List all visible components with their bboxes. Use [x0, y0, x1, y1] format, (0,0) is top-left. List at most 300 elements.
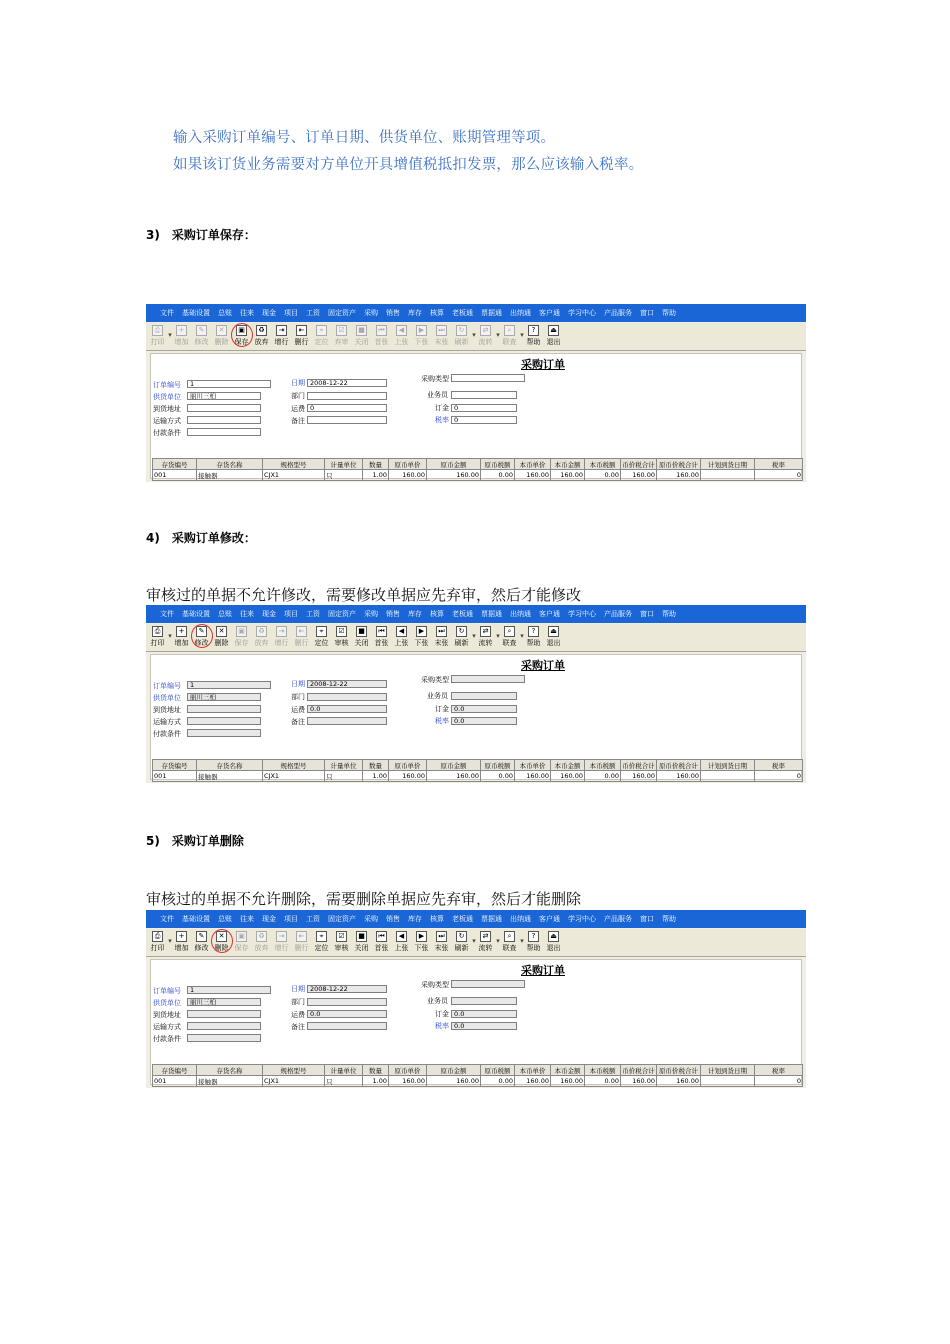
menu-item[interactable]: 老板通 — [452, 915, 473, 923]
dropdown-arrow-icon[interactable]: ▾ — [168, 937, 172, 945]
menu-item[interactable]: 现金 — [262, 610, 276, 618]
toolbar-button[interactable] — [352, 323, 371, 349]
order-no-label: 订单编号 — [153, 682, 181, 690]
table-cell[interactable]: 1.00 — [363, 1076, 389, 1087]
menu-item[interactable]: 固定资产 — [328, 915, 356, 923]
dropdown-arrow-icon[interactable]: ▾ — [472, 632, 476, 640]
menu-item[interactable]: 现金 — [262, 309, 276, 317]
column-header[interactable]: 规格型号 — [263, 1065, 325, 1076]
last-icon: ⏭ — [436, 931, 447, 942]
section-heading-modify: 4) 采购订单修改： — [146, 531, 256, 545]
table-cell[interactable]: 001 — [153, 1076, 197, 1087]
table-cell[interactable]: 0.00 — [481, 771, 515, 782]
toolbar-button[interactable] — [192, 323, 211, 349]
menu-item[interactable]: 出纳通 — [510, 915, 531, 923]
table-cell[interactable]: 160.00 — [621, 470, 657, 481]
clerk-field[interactable] — [451, 391, 517, 399]
toolbar-button[interactable] — [332, 323, 351, 349]
toolbar-button[interactable] — [148, 929, 167, 955]
purchase-type-label: 采购类型 — [421, 375, 449, 383]
dept-field[interactable] — [307, 693, 387, 701]
toolbar-button[interactable] — [252, 323, 271, 349]
column-header[interactable]: 计量单位 — [325, 459, 363, 470]
toolbar-button[interactable] — [252, 929, 271, 955]
toolbar-button[interactable] — [372, 323, 391, 349]
toolbar-button[interactable] — [392, 624, 411, 650]
toolbar-button[interactable] — [148, 323, 167, 349]
toolbar-button[interactable] — [524, 929, 543, 955]
toolbar-button-label: 放弃 — [254, 338, 269, 346]
freight-field[interactable]: 0.0 — [307, 705, 387, 713]
menu-item[interactable]: 采购 — [364, 309, 378, 317]
menu-item[interactable]: 出纳通 — [510, 309, 531, 317]
menu-item[interactable]: 票据通 — [481, 309, 502, 317]
add-icon: + — [176, 626, 187, 637]
column-header[interactable]: 原币税额 — [481, 459, 515, 470]
table-cell[interactable]: 160.00 — [389, 470, 427, 481]
supplier-field[interactable]: 丽川三柏 — [187, 693, 261, 701]
table-cell[interactable]: 1.00 — [363, 771, 389, 782]
menu-item[interactable]: 采购 — [364, 610, 378, 618]
dept-field[interactable] — [307, 392, 387, 400]
payment-field[interactable] — [187, 729, 261, 737]
menu-item[interactable]: 学习中心 — [568, 309, 596, 317]
menu-item[interactable]: 往来 — [240, 915, 254, 923]
column-header[interactable]: 存货编号 — [153, 459, 197, 470]
add-row-icon: ⇥ — [276, 931, 287, 942]
abandon-icon: ♻ — [256, 931, 267, 942]
menu-item[interactable]: 采购 — [364, 915, 378, 923]
toolbar-button[interactable] — [452, 624, 471, 650]
table-cell[interactable] — [701, 771, 755, 782]
toolbar-button[interactable] — [212, 624, 231, 650]
toolbar-button[interactable] — [232, 323, 251, 349]
toolbar-button[interactable] — [432, 624, 451, 650]
toolbar-button[interactable] — [232, 929, 251, 955]
table-cell[interactable]: 接触器 — [197, 1076, 263, 1087]
toolbar-button[interactable] — [292, 323, 311, 349]
toolbar-button[interactable] — [292, 624, 311, 650]
toolbar-button[interactable] — [500, 624, 519, 650]
menu-item[interactable]: 基础设置 — [182, 610, 210, 618]
freight-label: 运费 — [291, 1011, 305, 1019]
supplier-field[interactable]: 丽川三柏 — [187, 998, 261, 1006]
toolbar-button-label: 退出 — [546, 639, 561, 647]
column-header[interactable]: 原币价税合计 — [657, 760, 701, 771]
toolbar-button[interactable] — [172, 323, 191, 349]
column-header[interactable]: 原币税额 — [481, 760, 515, 771]
table-row[interactable] — [153, 1076, 803, 1087]
exit-icon: ⏏ — [548, 931, 559, 942]
dropdown-arrow-icon[interactable]: ▾ — [496, 937, 500, 945]
tax-rate-field[interactable]: 0.0 — [451, 717, 517, 725]
toolbar-button[interactable] — [212, 929, 231, 955]
menu-item[interactable]: 产品服务 — [604, 915, 632, 923]
dropdown-arrow-icon[interactable]: ▾ — [520, 331, 524, 339]
table-cell[interactable]: CJX1 — [263, 771, 325, 782]
menu-item[interactable]: 帮助 — [662, 309, 676, 317]
toolbar-button[interactable] — [544, 624, 563, 650]
menu-item[interactable]: 销售 — [386, 915, 400, 923]
toolbar-button[interactable] — [432, 323, 451, 349]
table-cell[interactable]: 160.00 — [657, 771, 701, 782]
toolbar-button[interactable] — [172, 624, 191, 650]
menu-item[interactable]: 总账 — [218, 309, 232, 317]
toolbar-button[interactable] — [192, 624, 211, 650]
column-header[interactable]: 计划到货日期 — [701, 760, 755, 771]
column-header[interactable]: 本币税额 — [585, 459, 621, 470]
exit-icon: ⏏ — [548, 626, 559, 637]
toolbar-button[interactable] — [392, 929, 411, 955]
dropdown-arrow-icon[interactable]: ▾ — [496, 331, 500, 339]
printer-icon: ⎙ — [152, 626, 163, 637]
date-field[interactable]: 2008-12-22 — [307, 985, 387, 993]
dropdown-arrow-icon[interactable]: ▾ — [168, 331, 172, 339]
table-cell[interactable]: 只 — [325, 771, 363, 782]
table-cell[interactable]: 接触器 — [197, 470, 263, 481]
table-cell[interactable]: 160.00 — [657, 470, 701, 481]
table-cell[interactable]: 160.00 — [515, 1076, 551, 1087]
menu-item[interactable]: 项目 — [284, 610, 298, 618]
toolbar-button[interactable] — [332, 624, 351, 650]
toolbar-button-label: 联查 — [502, 338, 517, 346]
toolbar-button[interactable] — [232, 624, 251, 650]
column-header[interactable]: 存货名称 — [197, 1065, 263, 1076]
column-header[interactable]: 原币单价 — [389, 459, 427, 470]
toolbar-button[interactable] — [192, 929, 211, 955]
menu-item[interactable]: 往来 — [240, 610, 254, 618]
column-header[interactable]: 计量单位 — [325, 760, 363, 771]
toolbar-button[interactable] — [392, 323, 411, 349]
menu-item[interactable]: 客户通 — [539, 309, 560, 317]
column-header[interactable]: 原币金额 — [427, 1065, 481, 1076]
menu-item[interactable]: 库存 — [408, 610, 422, 618]
column-header[interactable]: 存货名称 — [197, 459, 263, 470]
column-header[interactable]: 原币单价 — [389, 1065, 427, 1076]
table-cell[interactable] — [701, 1076, 755, 1087]
table-cell[interactable]: 160.00 — [657, 1076, 701, 1087]
menu-item[interactable]: 工资 — [306, 610, 320, 618]
menu-item[interactable]: 固定资产 — [328, 610, 356, 618]
column-header[interactable]: 原币税额 — [481, 1065, 515, 1076]
toolbar-button[interactable] — [272, 624, 291, 650]
toolbar-button[interactable] — [372, 929, 391, 955]
freight-label: 运费 — [291, 706, 305, 714]
add-icon: + — [176, 931, 187, 942]
refresh-icon: ↻ — [456, 931, 467, 942]
table-cell[interactable]: 001 — [153, 771, 197, 782]
date-label: 日期 — [291, 985, 305, 993]
table-cell[interactable]: 160.00 — [427, 1076, 481, 1087]
table-cell[interactable]: 160.00 — [515, 771, 551, 782]
menu-item[interactable]: 票据通 — [481, 915, 502, 923]
table-cell[interactable]: 160.00 — [427, 771, 481, 782]
dropdown-arrow-icon[interactable]: ▾ — [520, 632, 524, 640]
menu-item[interactable]: 工资 — [306, 309, 320, 317]
toolbar-button[interactable] — [432, 929, 451, 955]
audit-icon: ☑ — [336, 626, 347, 637]
table-cell[interactable]: 0.00 — [585, 1076, 621, 1087]
table-cell[interactable]: 0.00 — [585, 771, 621, 782]
menu-item[interactable]: 基础设置 — [182, 309, 210, 317]
column-header[interactable]: 存货编号 — [153, 1065, 197, 1076]
column-header[interactable]: 币价税合计 — [622, 1066, 655, 1075]
column-header[interactable]: 币价税合计 — [622, 761, 655, 770]
table-cell[interactable]: 0.00 — [481, 1076, 515, 1087]
column-header[interactable]: 本币单价 — [515, 760, 551, 771]
toolbar-button[interactable] — [148, 624, 167, 650]
tax-rate-field[interactable]: 0.0 — [451, 1022, 517, 1030]
table-cell[interactable]: 160.00 — [389, 1076, 427, 1087]
column-header[interactable]: 原币单价 — [389, 760, 427, 771]
tax-rate-field[interactable]: 0 — [451, 416, 517, 424]
toolbar-button[interactable] — [452, 323, 471, 349]
column-header[interactable]: 原币金额 — [427, 459, 481, 470]
toolbar-button[interactable] — [312, 323, 331, 349]
payment-field[interactable] — [187, 1034, 261, 1042]
clerk-field[interactable] — [451, 997, 517, 1005]
menu-item[interactable]: 核算 — [430, 915, 444, 923]
toolbar — [146, 323, 806, 351]
menu-item[interactable]: 基础设置 — [182, 915, 210, 923]
menu-item[interactable]: 老板通 — [452, 309, 473, 317]
table-cell[interactable] — [701, 470, 755, 481]
dropdown-arrow-icon[interactable]: ▾ — [496, 632, 500, 640]
remark-field[interactable] — [307, 1022, 387, 1030]
table-cell[interactable]: 0 — [755, 771, 803, 782]
column-header[interactable]: 本币单价 — [515, 1065, 551, 1076]
table-cell[interactable]: 160.00 — [515, 470, 551, 481]
transport-field[interactable] — [187, 1022, 261, 1030]
dropdown-arrow-icon[interactable]: ▾ — [168, 632, 172, 640]
prev-icon: ◀ — [396, 931, 407, 942]
menu-item[interactable]: 文件 — [160, 610, 174, 618]
menu-item[interactable]: 文件 — [160, 915, 174, 923]
date-field[interactable]: 2008-12-22 — [307, 680, 387, 688]
locate-icon: ⌖ — [316, 626, 327, 637]
table-cell[interactable]: 160.00 — [427, 470, 481, 481]
menu-item[interactable]: 项目 — [284, 309, 298, 317]
toolbar-button[interactable] — [312, 929, 331, 955]
menu-item[interactable]: 帮助 — [662, 610, 676, 618]
column-header[interactable]: 规格型号 — [263, 459, 325, 470]
menu-item[interactable]: 总账 — [218, 915, 232, 923]
column-header[interactable]: 数量 — [363, 1065, 389, 1076]
table-row[interactable] — [153, 470, 803, 481]
menu-item[interactable]: 窗口 — [640, 915, 654, 923]
purchase-type-field[interactable] — [451, 980, 525, 988]
address-field[interactable] — [187, 404, 261, 412]
order-no-field[interactable]: 1 — [187, 681, 271, 689]
toolbar-button[interactable] — [272, 323, 291, 349]
menu-item[interactable]: 现金 — [262, 915, 276, 923]
toolbar-button[interactable] — [412, 624, 431, 650]
column-header[interactable]: 币价税合计 — [622, 460, 655, 469]
column-header[interactable]: 原币价税合计 — [657, 459, 701, 470]
address-label: 到货地址 — [153, 706, 181, 714]
column-header[interactable]: 原币价税合计 — [657, 1065, 701, 1076]
deposit-field[interactable]: 0.0 — [451, 1010, 517, 1018]
table-cell[interactable]: CJX1 — [263, 470, 325, 481]
toolbar-button[interactable] — [476, 929, 495, 955]
table-cell[interactable]: CJX1 — [263, 1076, 325, 1087]
date-field[interactable]: 2008-12-22 — [307, 379, 387, 387]
remark-field[interactable] — [307, 416, 387, 424]
column-header[interactable]: 本币金额 — [551, 459, 585, 470]
column-header[interactable]: 计量单位 — [325, 1065, 363, 1076]
menu-item[interactable]: 产品服务 — [604, 610, 632, 618]
toolbar-button[interactable] — [544, 929, 563, 955]
column-header[interactable]: 存货编号 — [153, 760, 197, 771]
toolbar-button-label: 增行 — [274, 639, 289, 647]
table-cell[interactable]: 0.00 — [585, 470, 621, 481]
menu-item[interactable]: 产品服务 — [604, 309, 632, 317]
column-header[interactable]: 原币金额 — [427, 760, 481, 771]
table-cell[interactable]: 160.00 — [551, 771, 585, 782]
menu-item[interactable]: 销售 — [386, 610, 400, 618]
column-header[interactable]: 税率 — [755, 760, 803, 771]
menu-item[interactable]: 客户通 — [539, 915, 560, 923]
table-row[interactable] — [153, 771, 803, 782]
menu-item[interactable]: 固定资产 — [328, 309, 356, 317]
transport-field[interactable] — [187, 717, 261, 725]
next-icon: ▶ — [416, 931, 427, 942]
toolbar-button[interactable] — [452, 929, 471, 955]
menu-item[interactable]: 学习中心 — [568, 915, 596, 923]
toolbar-button[interactable] — [172, 929, 191, 955]
menu-item[interactable]: 库存 — [408, 309, 422, 317]
table-cell[interactable]: 只 — [325, 470, 363, 481]
address-field[interactable] — [187, 1010, 261, 1018]
deposit-field[interactable]: 0 — [451, 404, 517, 412]
column-header[interactable]: 数量 — [363, 760, 389, 771]
menu-item[interactable]: 往来 — [240, 309, 254, 317]
deposit-field[interactable]: 0.0 — [451, 705, 517, 713]
menu-item[interactable]: 库存 — [408, 915, 422, 923]
table-cell[interactable]: 160.00 — [389, 771, 427, 782]
toolbar-button[interactable] — [412, 929, 431, 955]
menu-item[interactable]: 窗口 — [640, 309, 654, 317]
toolbar-button[interactable] — [212, 323, 231, 349]
toolbar-button[interactable] — [312, 624, 331, 650]
column-header[interactable]: 存货名称 — [197, 760, 263, 771]
column-header[interactable]: 本币金额 — [551, 760, 585, 771]
table-cell[interactable]: 1.00 — [363, 470, 389, 481]
menu-item[interactable]: 核算 — [430, 309, 444, 317]
menu-item[interactable]: 文件 — [160, 309, 174, 317]
transport-field[interactable] — [187, 416, 261, 424]
freight-field[interactable]: 0.0 — [307, 1010, 387, 1018]
menu-item[interactable]: 票据通 — [481, 610, 502, 618]
menu-item[interactable]: 工资 — [306, 915, 320, 923]
toolbar-button[interactable] — [500, 323, 519, 349]
freight-label: 运费 — [291, 405, 305, 413]
toolbar-button[interactable] — [524, 624, 543, 650]
toolbar-button-label: 修改 — [194, 944, 209, 952]
table-cell[interactable]: 001 — [153, 470, 197, 481]
column-header[interactable]: 规格型号 — [263, 760, 325, 771]
dropdown-arrow-icon[interactable]: ▾ — [472, 331, 476, 339]
table-cell[interactable]: 160.00 — [621, 1076, 657, 1087]
table-cell[interactable]: 160.00 — [551, 1076, 585, 1087]
toolbar-button[interactable] — [292, 929, 311, 955]
freight-field[interactable]: 0 — [307, 404, 387, 412]
toolbar-button-label: 删行 — [294, 639, 309, 647]
menu-item[interactable]: 帮助 — [662, 915, 676, 923]
toolbar-button-label: 修改 — [194, 338, 209, 346]
toolbar-button[interactable] — [476, 323, 495, 349]
table-cell[interactable]: 0 — [755, 1076, 803, 1087]
supplier-field[interactable]: 丽川三柏 — [187, 392, 261, 400]
dropdown-arrow-icon[interactable]: ▾ — [472, 937, 476, 945]
toolbar-button[interactable] — [372, 624, 391, 650]
menu-item[interactable]: 老板通 — [452, 610, 473, 618]
menu-item[interactable]: 窗口 — [640, 610, 654, 618]
table-cell[interactable]: 0 — [755, 470, 803, 481]
column-header[interactable]: 税率 — [755, 1065, 803, 1076]
table-cell[interactable]: 只 — [325, 1076, 363, 1087]
table-cell[interactable]: 160.00 — [621, 771, 657, 782]
clerk-field[interactable] — [451, 692, 517, 700]
payment-field[interactable] — [187, 428, 261, 436]
remark-field[interactable] — [307, 717, 387, 725]
dropdown-arrow-icon[interactable]: ▾ — [520, 937, 524, 945]
menu-item[interactable]: 客户通 — [539, 610, 560, 618]
toolbar-button[interactable] — [352, 624, 371, 650]
menu-item[interactable]: 核算 — [430, 610, 444, 618]
column-header[interactable]: 计划到货日期 — [701, 1065, 755, 1076]
purchase-type-field[interactable] — [451, 675, 525, 683]
menu-item[interactable]: 项目 — [284, 915, 298, 923]
toolbar-button[interactable] — [524, 323, 543, 349]
toolbar-button[interactable] — [252, 624, 271, 650]
column-header[interactable]: 本币单价 — [515, 459, 551, 470]
address-field[interactable] — [187, 705, 261, 713]
date-label: 日期 — [291, 379, 305, 387]
menu-item[interactable]: 总账 — [218, 610, 232, 618]
table-cell[interactable]: 0.00 — [481, 470, 515, 481]
order-no-field[interactable]: 1 — [187, 986, 271, 994]
column-header[interactable]: 本币税额 — [585, 1065, 621, 1076]
toolbar-button[interactable] — [412, 323, 431, 349]
last-icon: ⏭ — [436, 325, 447, 336]
dept-field[interactable] — [307, 998, 387, 1006]
toolbar-button[interactable] — [544, 323, 563, 349]
menu-item[interactable]: 销售 — [386, 309, 400, 317]
column-header[interactable]: 本币税额 — [585, 760, 621, 771]
toolbar-button-label: 打印 — [150, 338, 165, 346]
column-header[interactable]: 税率 — [755, 459, 803, 470]
toolbar-button[interactable] — [500, 929, 519, 955]
menu-item[interactable]: 学习中心 — [568, 610, 596, 618]
query-icon: ⌕ — [504, 626, 515, 637]
column-header[interactable]: 数量 — [363, 459, 389, 470]
toolbar-button[interactable] — [352, 929, 371, 955]
purchase-type-field[interactable] — [451, 374, 525, 382]
table-cell[interactable]: 160.00 — [551, 470, 585, 481]
column-header[interactable]: 本币金额 — [551, 1065, 585, 1076]
toolbar-button-label: 增行 — [274, 338, 289, 346]
section-heading-save: 3) 采购订单保存： — [146, 228, 256, 242]
order-no-label: 订单编号 — [153, 381, 181, 389]
order-no-field[interactable]: 1 — [187, 380, 271, 388]
column-header[interactable]: 计划到货日期 — [701, 459, 755, 470]
toolbar-button[interactable] — [272, 929, 291, 955]
toolbar-button[interactable] — [476, 624, 495, 650]
table-cell[interactable]: 接触器 — [197, 771, 263, 782]
toolbar-button[interactable] — [332, 929, 351, 955]
menu-item[interactable]: 出纳通 — [510, 610, 531, 618]
